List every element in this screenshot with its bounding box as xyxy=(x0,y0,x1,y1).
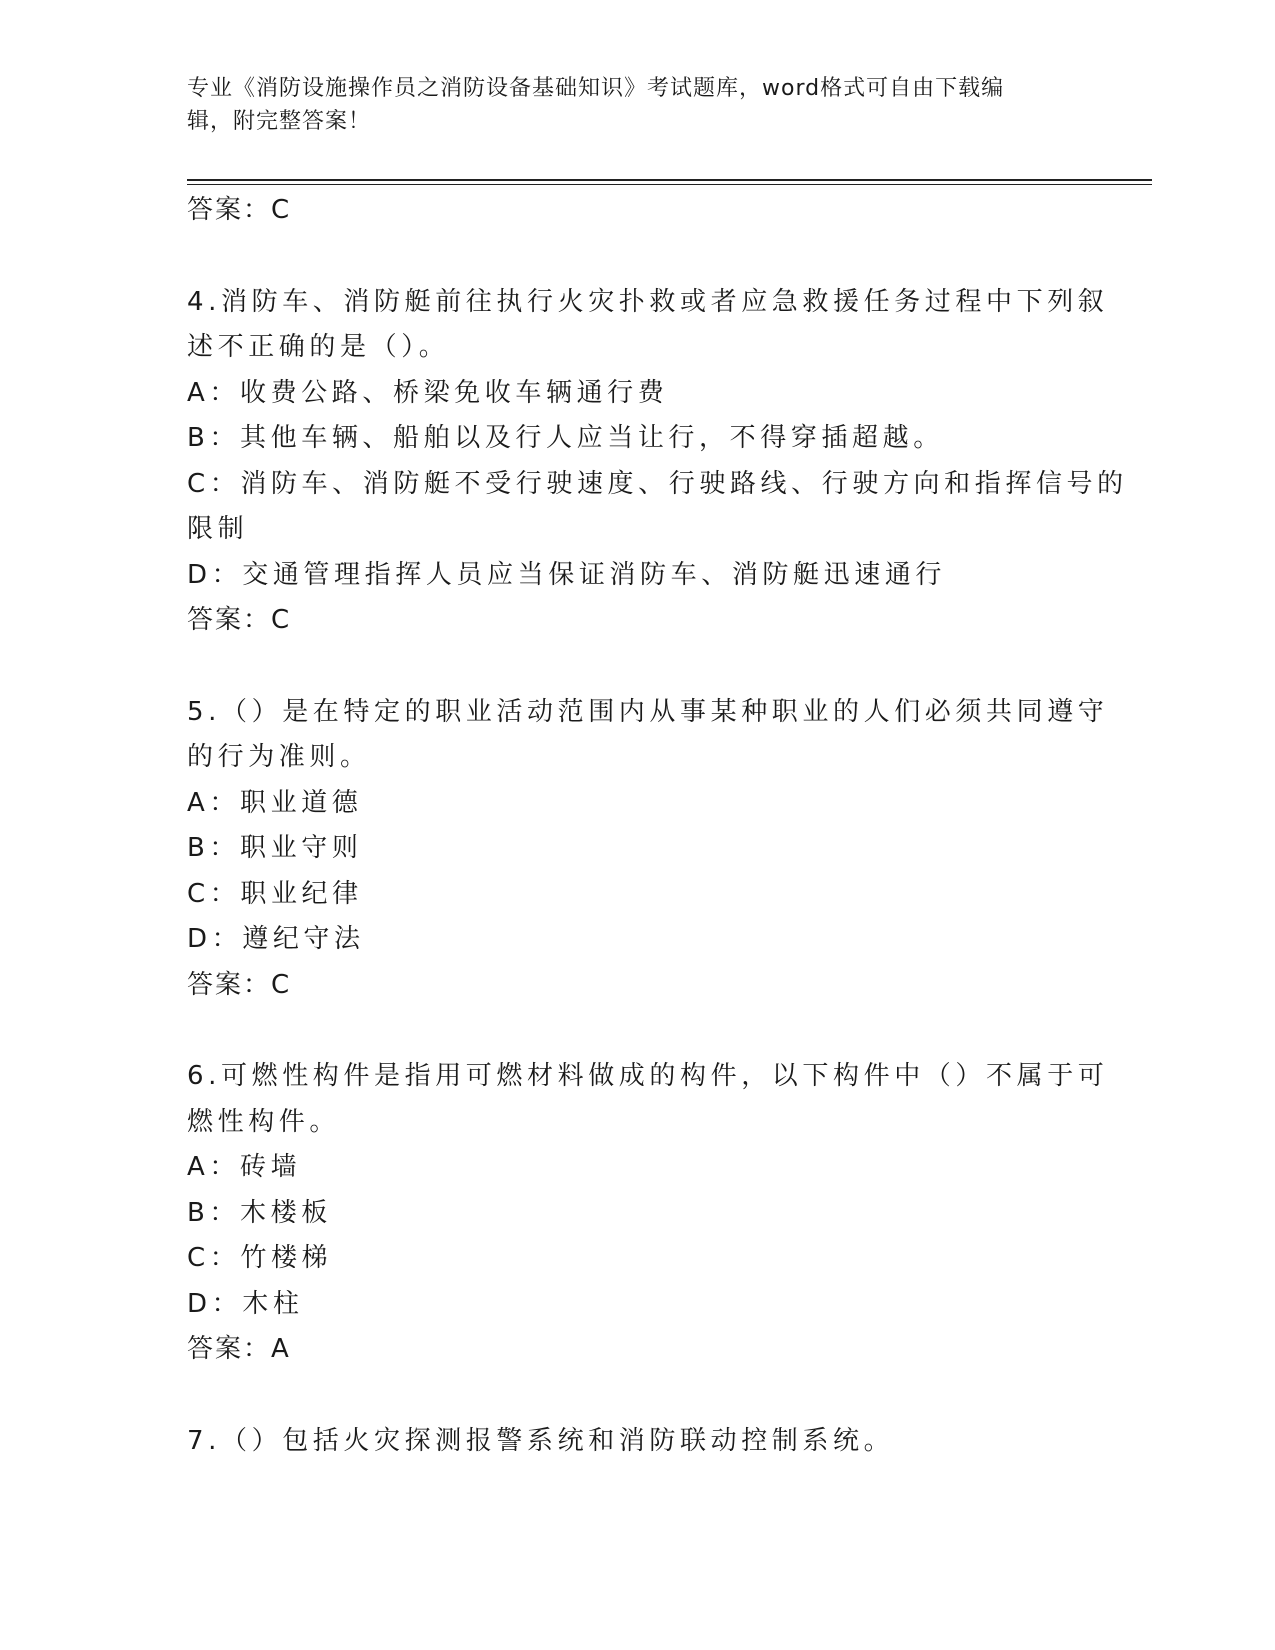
option-d: D：木柱 xyxy=(187,1288,304,1319)
question-stem: 的行为准则。 xyxy=(187,742,371,772)
answer-line: 答案：C xyxy=(187,605,292,635)
question-6 xyxy=(187,1054,1109,1373)
question-4 xyxy=(187,280,1128,644)
option-b: B：其他车辆、船舶以及行人应当让行，不得穿插超越。 xyxy=(187,423,944,453)
header-line: 辑，附完整答案！ xyxy=(187,109,372,134)
question-stem: 6.可燃性构件是指用可燃材料做成的构件，以下构件中（）不属于可 xyxy=(187,1061,1109,1091)
question-content xyxy=(187,188,1128,1464)
option-d: D：遵纪守法 xyxy=(187,924,365,954)
spacer xyxy=(187,644,1087,690)
option-d: D：交通管理指挥人员应当保证消防车、消防艇迅速通行 xyxy=(187,559,947,590)
question-7 xyxy=(187,1419,1087,1465)
spacer xyxy=(187,1373,1087,1419)
option-c-continued: 限制 xyxy=(187,514,249,544)
option-b: B：木楼板 xyxy=(187,1197,332,1228)
spacer xyxy=(187,1008,1087,1054)
header-rule xyxy=(187,179,1152,181)
document-header xyxy=(187,72,1067,138)
option-c: C：竹楼梯 xyxy=(187,1243,333,1273)
option-c: C：消防车、消防艇不受行驶速度、行驶路线、行驶方向和指挥信号的 xyxy=(187,468,1128,499)
spacer xyxy=(187,234,1087,280)
question-stem: 7.（）包括火灾探测报警系统和消防联动控制系统。 xyxy=(187,1425,895,1456)
question-stem: 述不正确的是（）。 xyxy=(187,332,450,362)
question-stem: 燃性构件。 xyxy=(187,1106,341,1137)
answer-line: 答案：A xyxy=(187,1334,291,1364)
option-a: A：收费公路、桥梁免收车辆通行费 xyxy=(187,377,669,408)
question-stem: 5.（）是在特定的职业活动范围内从事某种职业的人们必须共同遵守 xyxy=(187,696,1109,727)
option-c: C：职业纪律 xyxy=(187,878,363,909)
header-rule-thin xyxy=(187,184,1152,185)
option-a: A：职业道德 xyxy=(187,787,363,818)
answer-line: 答案：C xyxy=(187,195,292,225)
option-b: B：职业守则 xyxy=(187,833,363,863)
option-a: A：砖墙 xyxy=(187,1152,302,1182)
question-stem: 4.消防车、消防艇前往执行火灾扑救或者应急救援任务过程中下列叙 xyxy=(187,286,1109,317)
answer-line: 答案：C xyxy=(187,969,292,1000)
header-line: 专业《消防设施操作员之消防设备基础知识》考试题库，word格式可自由下载编 xyxy=(187,76,1005,101)
question-5 xyxy=(187,690,1109,1009)
